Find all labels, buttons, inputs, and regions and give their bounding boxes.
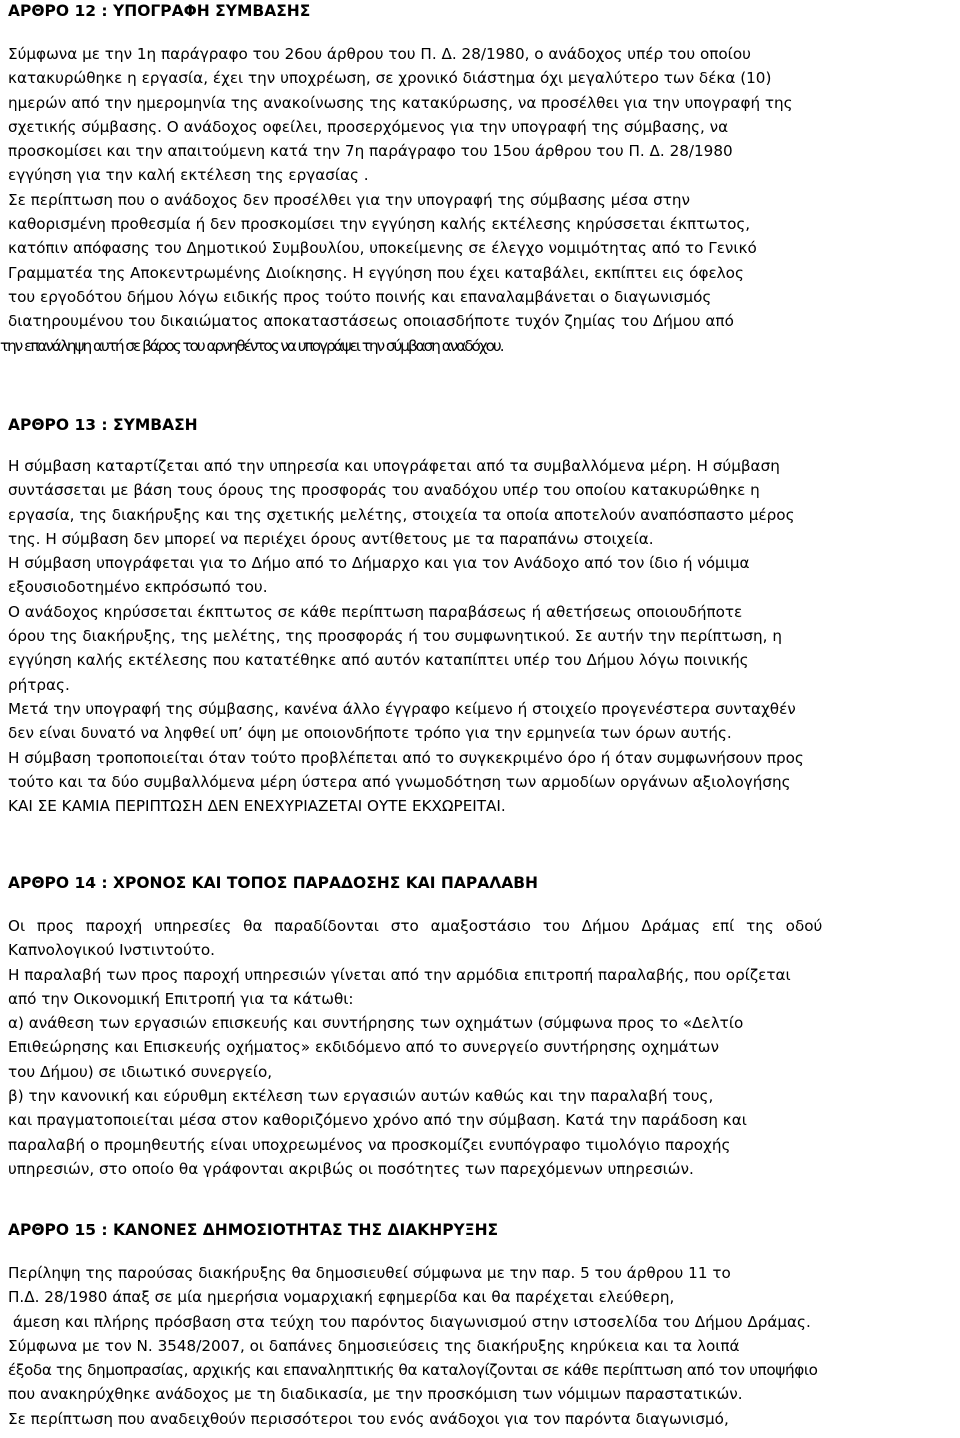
text-line: όρου της διακήρυξης, της μελέτης, της προσφοράς ή του συμφωνητικού. Σε αυτήν την περίπτωση, η <box>8 627 782 646</box>
text-line: παραλαβή ο προμηθευτής είναι υποχρεωμένος να προσκομίζει ενυπόγραφο τιμολόγιο παροχής <box>8 1135 731 1154</box>
text-line: και πραγματοποιείται μέσα στον καθοριζόμενο χρόνο από την σύμβαση. Κατά την παράδοση και <box>8 1111 747 1130</box>
text-line: ρήτρας. <box>8 675 70 694</box>
text-line: Σύμφωνα με τον Ν. 3548/2007, οι δαπάνες δημοσιεύσεις της διακήρυξης κηρύκεια και τα λοιπά <box>8 1336 740 1355</box>
text-line: άμεση και πλήρης πρόσβαση στα τεύχη του παρόντος διαγωνισμού στην ιστοσελίδα του Δήμου Δράμας. <box>8 1312 811 1331</box>
article-body <box>8 914 952 1181</box>
text-line: Η σύμβαση υπογράφεται για το Δήμο από το Δήμαρχο και για τον Ανάδοχο από τον ίδιο ή νόμιμα <box>8 554 750 573</box>
text-line: Μετά την υπογραφή της σύμβασης, κανένα άλλο έγγραφο κείμενο ή στοιχείο προγενέστερα συνταχθέν <box>8 699 796 718</box>
text-line: εργασία, της διακήρυξης και της σχετικής μελέτης, στοιχεία τα οποία αποτελούν αναπόσπαστο μέρος <box>8 505 795 524</box>
text-line: Οι προς παροχή υπηρεσίες θα παραδίδονται στο αμαξοστάσιο του Δήμου Δράμας επί της οδού <box>8 917 823 935</box>
article-body <box>8 454 952 818</box>
text-line: εγγύηση για την καλή εκτέλεση της εργασίας . <box>8 166 369 185</box>
text-line: διατηρουμένου του δικαιώματος αποκαταστάσεως οποιασδήποτε τυχόν ζημίας του Δήμου από <box>8 312 734 331</box>
text-line: καθορισμένη προθεσμία ή δεν προσκομίσει την εγγύηση καλής εκτέλεσης κηρύσσεται έκπτωτος, <box>8 215 751 234</box>
text-line: α) ανάθεση των εργασιών επισκευής και συντήρησης των οχημάτων (σύμφωνα προς το «Δελτίο <box>8 1014 744 1033</box>
text-line: κατόπιν απόφασης του Δημοτικού Συμβουλίου, υποκείμενης σε έλεγχο νομιμότητας από το Γενικό <box>8 239 757 258</box>
text-line: ΚΑΙ ΣΕ ΚΑΜΙΑ ΠΕΡΙΠΤΩΣΗ ΔΕΝ ΕΝΕΧΥΡΙΑΖΕΤΑΙ ΟΥΤΕ ΕΚΧΩΡΕΙΤΑΙ. <box>8 797 506 816</box>
text-line: την επανάληψη αυτή σε βάρος του αρνηθέντος να υπογράψει την σύμβαση αναδόχου. <box>0 336 503 355</box>
text-line: Η παραλαβή των προς παροχή υπηρεσιών γίνεται από την αρμόδια επιτροπή παραλαβής, που ορίζεται <box>8 965 791 984</box>
text-line: του Δήμου) σε ιδιωτικό συνεργείο, <box>8 1062 273 1081</box>
text-line: δεν είναι δυνατό να ληφθεί υπ’ όψη με οποιονδήποτε τρόπο για την ερμηνεία των όρων αυτής. <box>8 724 732 743</box>
text-line: Καπνολογικού Ινστιντούτο. <box>8 941 215 960</box>
text-line: έξοδα της δημοπρασίας, αρχικής και επαναληπτικής θα καταλογίζονται σε κάθε περίπτωση από τον υποψήφιο <box>8 1361 818 1380</box>
article-13 <box>8 414 952 818</box>
text-line: από την Οικονομική Επιτροπή για τα κάτωθι: <box>8 989 354 1008</box>
text-line: Π.Δ. 28/1980 άπαξ σε μία ημερήσια νομαρχιακή εφημερίδα και θα παρέχεται ελεύθερη, <box>8 1288 675 1307</box>
text-line: Περίληψη της παρούσας διακήρυξης θα δημοσιευθεί σύμφωνα με την παρ. 5 του άρθρου 11 το <box>8 1264 731 1282</box>
article-body <box>8 1261 952 1431</box>
text-line: ημερών από την ημερομηνία της ανακοίνωσης της κατακύρωσης, να προσέλθει για την υπογραφή της <box>8 93 793 112</box>
article-heading: ΑΡΘΡΟ 14 : ΧΡΟΝΟΣ ΚΑΙ ΤΟΠΟΣ ΠΑΡΑΔΟΣΗΣ ΚΑΙ ΠΑΡΑΛΑΒΗ <box>8 874 539 892</box>
text-line: του εργοδότου δήμου λόγω ειδικής προς τούτο ποινής και επαναλαμβάνεται ο διαγωνισμός <box>8 287 712 306</box>
article-12 <box>0 0 952 358</box>
text-line: Η σύμβαση τροποποιείται όταν τούτο προβλέπεται από το συγκεκριμένο όρο ή όταν συμφωνήσουν προς <box>8 748 804 767</box>
text-line: υπηρεσιών, στο οποίο θα γράφονται ακριβώς οι ποσότητες των παρεχόμενων υπηρεσιών. <box>8 1159 694 1178</box>
article-heading: ΑΡΘΡΟ 13 : ΣΥΜΒΑΣΗ <box>8 416 198 434</box>
text-line: της. Η σύμβαση δεν μπορεί να περιέχει όρους αντίθετους με τα παραπάνω στοιχεία. <box>8 529 654 548</box>
article-14 <box>8 872 952 1181</box>
text-line: εγγύηση καλής εκτέλεσης που κατατέθηκε από αυτόν καταπίπτει υπέρ του Δήμου λόγω ποινικής <box>8 651 749 670</box>
text-line: Σε περίπτωση που αναδειχθούν περισσότεροι του ενός ανάδοχοι για τον παρόντα διαγωνισμό, <box>8 1409 729 1428</box>
article-15 <box>8 1219 952 1431</box>
text-line: Η σύμβαση καταρτίζεται από την υπηρεσία και υπογράφεται από τα συμβαλλόμενα μέρη. Η σύμβαση <box>8 457 780 475</box>
article-heading: ΑΡΘΡΟ 12 : ΥΠΟΓΡΑΦΗ ΣΥΜΒΑΣΗΣ <box>8 2 311 20</box>
text-line: β) την κανονική και εύρυθμη εκτέλεση των εργασιών αυτών καθώς και την παραλαβή τους, <box>8 1087 714 1106</box>
article-body <box>0 42 952 358</box>
text-line: σχετικής σύμβασης. Ο ανάδοχος οφείλει, προσερχόμενος για την υπογραφή της σύμβασης, να <box>8 117 729 136</box>
text-line: Σε περίπτωση που ο ανάδοχος δεν προσέλθει για την υπογραφή της σύμβασης μέσα στην <box>8 190 690 209</box>
text-line: τούτο και τα δύο συμβαλλόμενα μέρη ύστερα από γνωμοδότηση των αρμοδίων οργάνων αξιολογήσης <box>8 772 791 791</box>
text-line: Σύμφωνα με την 1η παράγραφο του 26ου άρθρου του Π. Δ. 28/1980, ο ανάδοχος υπέρ του οποίου <box>8 45 751 63</box>
text-line: Ο ανάδοχος κηρύσσεται έκπτωτος σε κάθε περίπτωση παραβάσεως ή αθετήσεως οποιουδήποτε <box>8 602 743 621</box>
text-line: προσκομίσει και την απαιτούμενη κατά την 7η παράγραφο του 15ου άρθρου του Π. Δ. 28/1980 <box>8 142 733 161</box>
text-line: που ανακηρύχθηκε ανάδοχος με τη διαδικασία, με την προσκόμιση των νόμιμων παραστατικών. <box>8 1385 743 1404</box>
text-line: Γραμματέα της Αποκεντρωμένης Διοίκησης. Η εγγύηση που έχει καταβάλει, εκπίπτει εις όφελος <box>8 263 744 282</box>
article-heading: ΑΡΘΡΟ 15 : ΚΑΝΟΝΕΣ ΔΗΜΟΣΙΟΤΗΤΑΣ ΤΗΣ ΔΙΑΚΗΡΥΞΗΣ <box>8 1221 499 1239</box>
text-line: Επιθεώρησης και Επισκευής οχήματος» εκδιδόμενο από το συνεργείο συντήρησης οχημάτων <box>8 1038 719 1057</box>
text-line: συντάσσεται με βάση τους όρους της προσφοράς του αναδόχου υπέρ του οποίου κατακυρώθηκε η <box>8 481 760 500</box>
text-line: κατακυρώθηκε η εργασία, έχει την υποχρέωση, σε χρονικό διάστημα όχι μεγαλύτερο των δέκα (10) <box>8 69 772 88</box>
text-line: εξουσιοδοτημένο εκπρόσωπό του. <box>8 578 268 597</box>
